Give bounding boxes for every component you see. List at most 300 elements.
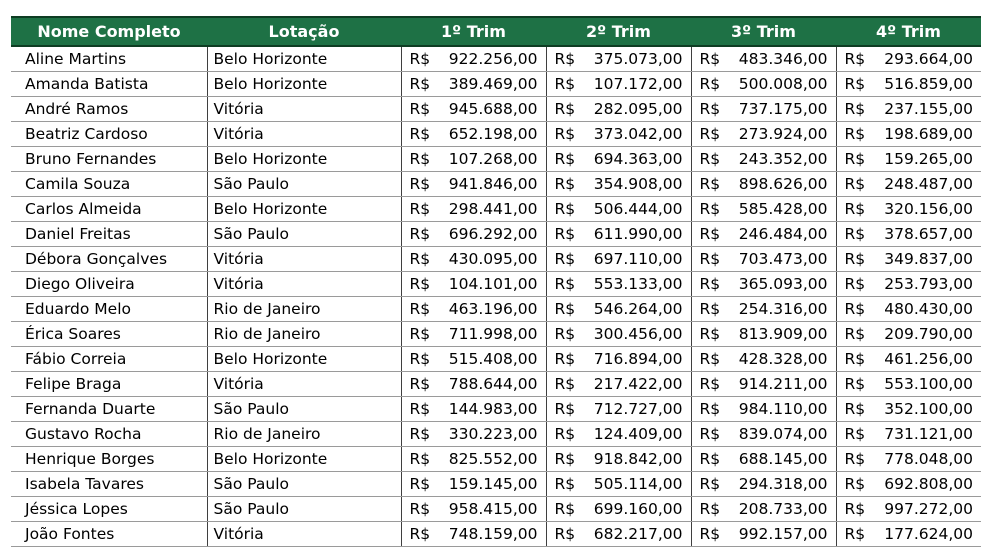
table-row: [11, 496, 981, 521]
currency-symbol: R$: [844, 99, 866, 118]
amount-value: 282.095,00: [593, 99, 683, 118]
currency-symbol: R$: [699, 299, 721, 318]
currency-symbol: R$: [409, 474, 431, 493]
cell-trim-1[interactable]: [401, 296, 546, 321]
amount-value: 248.487,00: [884, 174, 973, 193]
table-row: [11, 346, 981, 371]
cell-trim-1[interactable]: [401, 521, 546, 546]
amount-value: 553.100,00: [884, 374, 973, 393]
amount-value: 430.095,00: [448, 249, 538, 268]
currency-symbol: R$: [699, 74, 721, 93]
currency-symbol: R$: [554, 124, 576, 143]
cell-trim-1[interactable]: [401, 496, 546, 521]
cell-lotacao[interactable]: Belo Horizonte: [207, 71, 401, 96]
cell-trim-2[interactable]: [546, 346, 691, 371]
cell-trim-3[interactable]: [691, 396, 836, 421]
currency-symbol: R$: [844, 249, 866, 268]
cell-nome[interactable]: Fernanda Duarte: [11, 396, 207, 421]
cell-trim-2[interactable]: [546, 171, 691, 196]
cell-lotacao[interactable]: Belo Horizonte: [207, 146, 401, 171]
currency-symbol: R$: [844, 199, 866, 218]
cell-trim-1[interactable]: [401, 221, 546, 246]
amount-value: 694.363,00: [593, 149, 683, 168]
cell-trim-3[interactable]: [691, 146, 836, 171]
cell-nome[interactable]: Gustavo Rocha: [11, 421, 207, 446]
amount-value: 688.145,00: [738, 449, 828, 468]
amount-value: 922.256,00: [448, 49, 538, 68]
amount-value: 505.114,00: [593, 474, 683, 493]
amount-value: 737.175,00: [738, 99, 828, 118]
currency-symbol: R$: [844, 224, 866, 243]
amount-value: 237.155,00: [884, 99, 973, 118]
cell-nome[interactable]: Daniel Freitas: [11, 221, 207, 246]
cell-trim-1[interactable]: [401, 396, 546, 421]
cell-trim-2[interactable]: [546, 196, 691, 221]
cell-trim-2[interactable]: [546, 46, 691, 71]
amount-value: 553.133,00: [593, 274, 683, 293]
table-row: [11, 396, 981, 421]
currency-symbol: R$: [554, 474, 576, 493]
cell-trim-2[interactable]: [546, 521, 691, 546]
amount-value: 104.101,00: [448, 274, 538, 293]
cell-lotacao[interactable]: São Paulo: [207, 396, 401, 421]
currency-symbol: R$: [409, 99, 431, 118]
currency-symbol: R$: [409, 149, 431, 168]
cell-trim-1[interactable]: [401, 371, 546, 396]
table-row: [11, 71, 981, 96]
cell-lotacao[interactable]: São Paulo: [207, 471, 401, 496]
cell-nome[interactable]: Felipe Braga: [11, 371, 207, 396]
currency-symbol: R$: [699, 349, 721, 368]
header-2-trim[interactable]: 2º Trim: [546, 17, 691, 46]
cell-trim-4[interactable]: [836, 121, 981, 146]
amount-value: 958.415,00: [448, 499, 538, 518]
currency-symbol: R$: [554, 149, 576, 168]
cell-trim-3[interactable]: [691, 321, 836, 346]
cell-trim-1[interactable]: [401, 271, 546, 296]
currency-symbol: R$: [699, 174, 721, 193]
header-row: [11, 17, 981, 46]
header-4-trim[interactable]: 4º Trim: [836, 17, 981, 46]
amount-value: 898.626,00: [738, 174, 828, 193]
cell-trim-4[interactable]: [836, 196, 981, 221]
cell-lotacao[interactable]: Vitória: [207, 121, 401, 146]
cell-trim-3[interactable]: [691, 296, 836, 321]
header-lotacao[interactable]: Lotação: [207, 17, 401, 46]
currency-symbol: R$: [699, 324, 721, 343]
cell-nome[interactable]: Amanda Batista: [11, 71, 207, 96]
amount-value: 378.657,00: [884, 224, 973, 243]
cell-trim-3[interactable]: [691, 46, 836, 71]
cell-trim-1[interactable]: [401, 171, 546, 196]
table-row: [11, 146, 981, 171]
amount-value: 652.198,00: [448, 124, 538, 143]
amount-value: 352.100,00: [884, 399, 973, 418]
cell-trim-4[interactable]: [836, 421, 981, 446]
currency-symbol: R$: [844, 124, 866, 143]
currency-symbol: R$: [554, 74, 576, 93]
amount-value: 516.859,00: [884, 74, 973, 93]
cell-trim-4[interactable]: [836, 496, 981, 521]
amount-value: 300.456,00: [593, 324, 683, 343]
cell-trim-4[interactable]: [836, 96, 981, 121]
currency-symbol: R$: [844, 499, 866, 518]
currency-symbol: R$: [409, 199, 431, 218]
cell-nome[interactable]: Carlos Almeida: [11, 196, 207, 221]
table-row: [11, 171, 981, 196]
currency-symbol: R$: [844, 299, 866, 318]
currency-symbol: R$: [844, 524, 866, 543]
currency-symbol: R$: [844, 424, 866, 443]
cell-trim-2[interactable]: [546, 296, 691, 321]
amount-value: 144.983,00: [448, 399, 538, 418]
amount-value: 703.473,00: [738, 249, 828, 268]
cell-trim-3[interactable]: [691, 446, 836, 471]
currency-symbol: R$: [409, 324, 431, 343]
amount-value: 294.318,00: [738, 474, 828, 493]
amount-value: 918.842,00: [593, 449, 683, 468]
cell-lotacao[interactable]: São Paulo: [207, 221, 401, 246]
amount-value: 389.469,00: [448, 74, 538, 93]
cell-trim-2[interactable]: [546, 471, 691, 496]
cell-trim-1[interactable]: [401, 246, 546, 271]
currency-symbol: R$: [699, 374, 721, 393]
cell-trim-1[interactable]: [401, 471, 546, 496]
cell-trim-1[interactable]: [401, 46, 546, 71]
currency-symbol: R$: [409, 224, 431, 243]
currency-symbol: R$: [409, 524, 431, 543]
cell-trim-1[interactable]: [401, 96, 546, 121]
amount-value: 320.156,00: [884, 199, 973, 218]
cell-nome[interactable]: Jéssica Lopes: [11, 496, 207, 521]
cell-trim-4[interactable]: [836, 446, 981, 471]
currency-symbol: R$: [699, 249, 721, 268]
amount-value: 375.073,00: [593, 49, 683, 68]
amount-value: 611.990,00: [593, 224, 683, 243]
currency-symbol: R$: [554, 274, 576, 293]
cell-trim-4[interactable]: [836, 521, 981, 546]
cell-lotacao[interactable]: Vitória: [207, 521, 401, 546]
amount-value: 778.048,00: [884, 449, 973, 468]
cell-trim-2[interactable]: [546, 496, 691, 521]
amount-value: 177.624,00: [884, 524, 973, 543]
amount-value: 298.441,00: [448, 199, 538, 218]
currency-symbol: R$: [409, 74, 431, 93]
cell-lotacao[interactable]: Rio de Janeiro: [207, 321, 401, 346]
table-row: [11, 246, 981, 271]
currency-symbol: R$: [844, 174, 866, 193]
cell-lotacao[interactable]: Rio de Janeiro: [207, 421, 401, 446]
cell-nome[interactable]: Érica Soares: [11, 321, 207, 346]
cell-nome[interactable]: Isabela Tavares: [11, 471, 207, 496]
cell-trim-4[interactable]: [836, 346, 981, 371]
currency-symbol: R$: [554, 399, 576, 418]
amount-value: 273.924,00: [738, 124, 828, 143]
currency-symbol: R$: [409, 374, 431, 393]
cell-trim-1[interactable]: [401, 446, 546, 471]
amount-value: 712.727,00: [593, 399, 683, 418]
amount-value: 716.894,00: [593, 349, 683, 368]
cell-lotacao[interactable]: Belo Horizonte: [207, 446, 401, 471]
amount-value: 107.172,00: [593, 74, 683, 93]
cell-trim-2[interactable]: [546, 146, 691, 171]
header-nome-completo[interactable]: Nome Completo: [11, 17, 207, 46]
cell-trim-2[interactable]: [546, 446, 691, 471]
cell-trim-2[interactable]: [546, 396, 691, 421]
currency-symbol: R$: [409, 249, 431, 268]
currency-symbol: R$: [844, 274, 866, 293]
currency-symbol: R$: [844, 374, 866, 393]
cell-lotacao[interactable]: São Paulo: [207, 496, 401, 521]
cell-trim-3[interactable]: [691, 121, 836, 146]
amount-value: 992.157,00: [738, 524, 828, 543]
amount-value: 515.408,00: [448, 349, 538, 368]
currency-symbol: R$: [409, 49, 431, 68]
currency-symbol: R$: [409, 349, 431, 368]
cell-lotacao[interactable]: São Paulo: [207, 171, 401, 196]
currency-symbol: R$: [554, 374, 576, 393]
currency-symbol: R$: [844, 74, 866, 93]
cell-nome[interactable]: André Ramos: [11, 96, 207, 121]
amount-value: 354.908,00: [593, 174, 683, 193]
currency-symbol: R$: [554, 324, 576, 343]
cell-trim-3[interactable]: [691, 171, 836, 196]
currency-symbol: R$: [699, 199, 721, 218]
cell-trim-1[interactable]: [401, 71, 546, 96]
currency-symbol: R$: [409, 399, 431, 418]
amount-value: 692.808,00: [884, 474, 973, 493]
table-row: [11, 446, 981, 471]
cell-trim-4[interactable]: [836, 171, 981, 196]
cell-trim-2[interactable]: [546, 371, 691, 396]
currency-symbol: R$: [699, 274, 721, 293]
currency-symbol: R$: [554, 49, 576, 68]
amount-value: 349.837,00: [884, 249, 973, 268]
cell-trim-4[interactable]: [836, 71, 981, 96]
cell-trim-1[interactable]: [401, 346, 546, 371]
amount-value: 914.211,00: [738, 374, 828, 393]
amount-value: 941.846,00: [448, 174, 538, 193]
currency-symbol: R$: [554, 224, 576, 243]
cell-trim-3[interactable]: [691, 271, 836, 296]
cell-nome[interactable]: Henrique Borges: [11, 446, 207, 471]
amount-value: 124.409,00: [593, 424, 683, 443]
cell-trim-3[interactable]: [691, 346, 836, 371]
cell-lotacao[interactable]: Vitória: [207, 246, 401, 271]
amount-value: 246.484,00: [738, 224, 828, 243]
cell-lotacao[interactable]: Vitória: [207, 271, 401, 296]
table-row: [11, 421, 981, 446]
currency-symbol: R$: [409, 499, 431, 518]
cell-trim-2[interactable]: [546, 321, 691, 346]
cell-nome[interactable]: Fábio Correia: [11, 346, 207, 371]
amount-value: 696.292,00: [448, 224, 538, 243]
sales-table: [11, 16, 981, 547]
amount-value: 984.110,00: [738, 399, 828, 418]
cell-trim-3[interactable]: [691, 96, 836, 121]
amount-value: 699.160,00: [593, 499, 683, 518]
currency-symbol: R$: [699, 124, 721, 143]
cell-lotacao[interactable]: Vitória: [207, 96, 401, 121]
currency-symbol: R$: [844, 49, 866, 68]
cell-trim-2[interactable]: [546, 96, 691, 121]
table-row: [11, 471, 981, 496]
cell-lotacao[interactable]: Vitória: [207, 371, 401, 396]
amount-value: 198.689,00: [884, 124, 973, 143]
cell-trim-2[interactable]: [546, 71, 691, 96]
currency-symbol: R$: [699, 149, 721, 168]
amount-value: 463.196,00: [448, 299, 538, 318]
table-row: [11, 221, 981, 246]
amount-value: 209.790,00: [884, 324, 973, 343]
cell-lotacao[interactable]: Belo Horizonte: [207, 196, 401, 221]
cell-trim-4[interactable]: [836, 221, 981, 246]
cell-trim-1[interactable]: [401, 196, 546, 221]
currency-symbol: R$: [554, 199, 576, 218]
amount-value: 731.121,00: [884, 424, 973, 443]
table-row: [11, 296, 981, 321]
amount-value: 682.217,00: [593, 524, 683, 543]
currency-symbol: R$: [844, 149, 866, 168]
currency-symbol: R$: [699, 449, 721, 468]
amount-value: 461.256,00: [884, 349, 973, 368]
cell-trim-1[interactable]: [401, 321, 546, 346]
amount-value: 373.042,00: [593, 124, 683, 143]
amount-value: 330.223,00: [448, 424, 538, 443]
amount-value: 748.159,00: [448, 524, 538, 543]
cell-trim-3[interactable]: [691, 521, 836, 546]
currency-symbol: R$: [699, 524, 721, 543]
cell-lotacao[interactable]: Belo Horizonte: [207, 46, 401, 71]
currency-symbol: R$: [844, 324, 866, 343]
cell-trim-1[interactable]: [401, 146, 546, 171]
table-row: [11, 271, 981, 296]
cell-trim-4[interactable]: [836, 46, 981, 71]
amount-value: 711.998,00: [448, 324, 538, 343]
amount-value: 107.268,00: [448, 149, 538, 168]
cell-trim-4[interactable]: [836, 146, 981, 171]
table-row: [11, 121, 981, 146]
currency-symbol: R$: [554, 449, 576, 468]
cell-trim-2[interactable]: [546, 421, 691, 446]
currency-symbol: R$: [554, 424, 576, 443]
currency-symbol: R$: [554, 349, 576, 368]
cell-trim-4[interactable]: [836, 271, 981, 296]
amount-value: 546.264,00: [593, 299, 683, 318]
currency-symbol: R$: [844, 449, 866, 468]
cell-nome[interactable]: Aline Martins: [11, 46, 207, 71]
amount-value: 483.346,00: [738, 49, 828, 68]
cell-trim-1[interactable]: [401, 421, 546, 446]
cell-trim-4[interactable]: [836, 471, 981, 496]
cell-trim-3[interactable]: [691, 471, 836, 496]
cell-trim-4[interactable]: [836, 371, 981, 396]
amount-value: 208.733,00: [738, 499, 828, 518]
currency-symbol: R$: [554, 174, 576, 193]
cell-trim-4[interactable]: [836, 396, 981, 421]
currency-symbol: R$: [699, 49, 721, 68]
cell-nome[interactable]: Diego Oliveira: [11, 271, 207, 296]
amount-value: 480.430,00: [884, 299, 973, 318]
header-1-trim[interactable]: 1º Trim: [401, 17, 546, 46]
table-row: [11, 371, 981, 396]
header-3-trim[interactable]: 3º Trim: [691, 17, 836, 46]
cell-trim-1[interactable]: [401, 121, 546, 146]
cell-trim-3[interactable]: [691, 246, 836, 271]
currency-symbol: R$: [699, 499, 721, 518]
currency-symbol: R$: [844, 474, 866, 493]
currency-symbol: R$: [554, 524, 576, 543]
cell-trim-3[interactable]: [691, 196, 836, 221]
cell-nome[interactable]: Eduardo Melo: [11, 296, 207, 321]
amount-value: 428.328,00: [738, 349, 828, 368]
currency-symbol: R$: [409, 299, 431, 318]
table-row: [11, 46, 981, 71]
cell-trim-3[interactable]: [691, 421, 836, 446]
cell-trim-3[interactable]: [691, 71, 836, 96]
amount-value: 813.909,00: [738, 324, 828, 343]
cell-nome[interactable]: João Fontes: [11, 521, 207, 546]
cell-trim-4[interactable]: [836, 296, 981, 321]
cell-trim-3[interactable]: [691, 371, 836, 396]
currency-symbol: R$: [699, 224, 721, 243]
currency-symbol: R$: [409, 274, 431, 293]
amount-value: 788.644,00: [448, 374, 538, 393]
amount-value: 697.110,00: [593, 249, 683, 268]
cell-trim-3[interactable]: [691, 496, 836, 521]
amount-value: 997.272,00: [884, 499, 973, 518]
table-row: [11, 96, 981, 121]
amount-value: 293.664,00: [884, 49, 973, 68]
cell-trim-2[interactable]: [546, 271, 691, 296]
currency-symbol: R$: [699, 424, 721, 443]
cell-nome[interactable]: Bruno Fernandes: [11, 146, 207, 171]
cell-trim-2[interactable]: [546, 221, 691, 246]
currency-symbol: R$: [409, 449, 431, 468]
cell-trim-2[interactable]: [546, 121, 691, 146]
currency-symbol: R$: [409, 424, 431, 443]
currency-symbol: R$: [699, 99, 721, 118]
cell-trim-4[interactable]: [836, 321, 981, 346]
cell-nome[interactable]: Camila Souza: [11, 171, 207, 196]
amount-value: 825.552,00: [448, 449, 538, 468]
cell-trim-2[interactable]: [546, 246, 691, 271]
table-row: [11, 196, 981, 221]
amount-value: 500.008,00: [738, 74, 828, 93]
cell-nome[interactable]: Débora Gonçalves: [11, 246, 207, 271]
cell-nome[interactable]: Beatriz Cardoso: [11, 121, 207, 146]
cell-trim-3[interactable]: [691, 221, 836, 246]
table-row: [11, 321, 981, 346]
table-row: [11, 521, 981, 546]
currency-symbol: R$: [844, 399, 866, 418]
amount-value: 365.093,00: [738, 274, 828, 293]
currency-symbol: R$: [844, 349, 866, 368]
amount-value: 254.316,00: [738, 299, 828, 318]
cell-lotacao[interactable]: Rio de Janeiro: [207, 296, 401, 321]
currency-symbol: R$: [554, 299, 576, 318]
currency-symbol: R$: [699, 474, 721, 493]
amount-value: 243.352,00: [738, 149, 828, 168]
amount-value: 585.428,00: [738, 199, 828, 218]
currency-symbol: R$: [554, 249, 576, 268]
currency-symbol: R$: [409, 174, 431, 193]
amount-value: 159.265,00: [884, 149, 973, 168]
currency-symbol: R$: [554, 99, 576, 118]
cell-trim-4[interactable]: [836, 246, 981, 271]
currency-symbol: R$: [699, 399, 721, 418]
cell-lotacao[interactable]: Belo Horizonte: [207, 346, 401, 371]
